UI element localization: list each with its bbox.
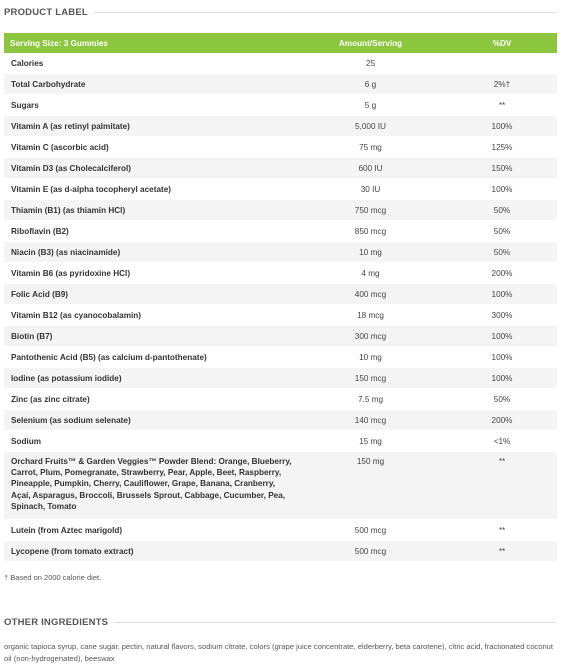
nutrient-name: Vitamin B12 (as cyanocobalamin) [4,305,294,326]
table-row [4,116,557,137]
nutrient-name: Vitamin C (ascorbic acid) [4,137,294,158]
nutrient-dv: 150% [447,158,557,179]
nutrition-table-body [4,53,557,562]
nutrient-name: Pantothenic Acid (B5) (as calcium d-pantothenate) [4,347,294,368]
table-row [4,347,557,368]
nutrient-name: Zinc (as zinc citrate) [4,389,294,410]
table-row [4,179,557,200]
other-ingredients-title: OTHER INGREDIENTS [4,616,109,628]
nutrient-dv: 100% [447,116,557,137]
nutrient-amount: 75 mg [294,137,447,158]
nutrient-name: Riboflavin (B2) [4,221,294,242]
nutrient-amount: 4 mg [294,263,447,284]
table-row [4,520,557,541]
nutrient-dv: 100% [447,326,557,347]
nutrient-amount: 10 mg [294,347,447,368]
nutrient-dv: 50% [447,389,557,410]
table-row [4,326,557,347]
amount-header: Amount/Serving [294,33,447,53]
table-row [4,305,557,326]
nutrient-dv: <1% [447,431,557,452]
nutrient-name: Iodine (as potassium iodide) [4,368,294,389]
table-header-row [4,33,557,53]
section-divider [114,622,556,623]
section-divider [94,12,556,13]
nutrient-amount: 6 g [294,74,447,95]
product-label-title: PRODUCT LABEL [4,6,88,18]
nutrient-dv [447,53,557,74]
nutrient-dv: ** [447,95,557,116]
nutrient-name: Sugars [4,95,294,116]
nutrient-amount: 150 mcg [294,368,447,389]
dv-header: %DV [447,33,557,53]
nutrient-dv: ** [447,520,557,541]
table-row [4,368,557,389]
nutrient-dv: 50% [447,200,557,221]
nutrient-amount: 140 mcg [294,410,447,431]
nutrient-dv: 100% [447,368,557,389]
nutrient-amount: 400 mcg [294,284,447,305]
nutrient-amount: 750 mcg [294,200,447,221]
nutrient-name: Vitamin A (as retinyl palmitate) [4,116,294,137]
table-row [4,74,557,95]
nutrient-name: Lycopene (from tomato extract) [4,541,294,562]
table-row [4,158,557,179]
nutrient-dv: 125% [447,137,557,158]
nutrient-dv: 100% [447,284,557,305]
nutrient-dv: 200% [447,410,557,431]
nutrient-amount: 7.5 mg [294,389,447,410]
nutrient-name: Selenium (as sodium selenate) [4,410,294,431]
table-row [4,242,557,263]
table-row [4,53,557,74]
table-row [4,541,557,562]
nutrient-name: Niacin (B3) (as niacinamide) [4,242,294,263]
nutrition-table [4,33,557,562]
table-row [4,410,557,431]
nutrient-amount: 300 mcg [294,326,447,347]
nutrient-amount: 500 mcg [294,541,447,562]
nutrient-amount: 30 IU [294,179,447,200]
serving-size-header: Serving Size: 3 Gummies [4,33,294,53]
nutrient-dv: 2%† [447,74,557,95]
nutrient-dv: 100% [447,179,557,200]
nutrient-amount: 10 mg [294,242,447,263]
table-row [4,221,557,242]
other-ingredients-header [4,615,556,629]
nutrient-name: Biotin (B7) [4,326,294,347]
nutrient-name: Thiamin (B1) (as thiamin HCl) [4,200,294,221]
nutrient-dv: ** [447,541,557,562]
nutrient-name: Orchard Fruits™ & Garden Veggies™ Powder Blend: Orange, Blueberry, Carrot, Plum, Pomegranate, Strawberry, Pear, Apple, Beet, Raspberry, Pineapple, Pumpkin, Cherry, Cauliflower, Grape, Banana, Cranberry, Açaí, Asparagus, Broccoli, Brussels Sprout, Cabbage, Cucumber, Pea, Spinach, Tomato [4,452,294,520]
nutrient-name: Vitamin B6 (as pyridoxine HCl) [4,263,294,284]
nutrient-amount: 18 mcg [294,305,447,326]
nutrient-name: Folic Acid (B9) [4,284,294,305]
footnote: † Based on 2000 calorie diet. [4,573,102,582]
nutrient-amount: 600 IU [294,158,447,179]
nutrient-dv: 100% [447,347,557,368]
table-row [4,137,557,158]
nutrient-amount: 5,000 IU [294,116,447,137]
nutrient-dv: 50% [447,242,557,263]
nutrient-amount: 25 [294,53,447,74]
nutrient-name: Sodium [4,431,294,452]
table-row [4,389,557,410]
table-row [4,431,557,452]
table-row [4,452,557,520]
nutrient-dv: 200% [447,263,557,284]
table-row [4,95,557,116]
nutrient-name: Lutein (from Aztec marigold) [4,520,294,541]
product-label-header [4,5,556,19]
nutrient-name: Vitamin D3 (as Cholecalciferol) [4,158,294,179]
table-row [4,263,557,284]
nutrient-amount: 5 g [294,95,447,116]
nutrient-name: Calories [4,53,294,74]
table-row [4,200,557,221]
nutrient-name: Total Carbohydrate [4,74,294,95]
nutrient-amount: 500 mcg [294,520,447,541]
other-ingredients-text: organic tapioca syrup, cane sugar, pectin, natural flavors, sodium citrate, colors (grape juice concentrate, elderberry, beta carotene), citric acid, fractionated coconut oil (non-hydrogenated), beeswax [4,642,553,663]
nutrient-name: Vitamin E (as d-alpha tocopheryl acetate) [4,179,294,200]
nutrient-amount: 850 mcg [294,221,447,242]
nutrient-dv: 300% [447,305,557,326]
nutrient-dv: 50% [447,221,557,242]
table-row [4,284,557,305]
nutrient-amount: 150 mg [294,452,447,520]
nutrient-dv: ** [447,452,557,520]
nutrient-amount: 15 mg [294,431,447,452]
